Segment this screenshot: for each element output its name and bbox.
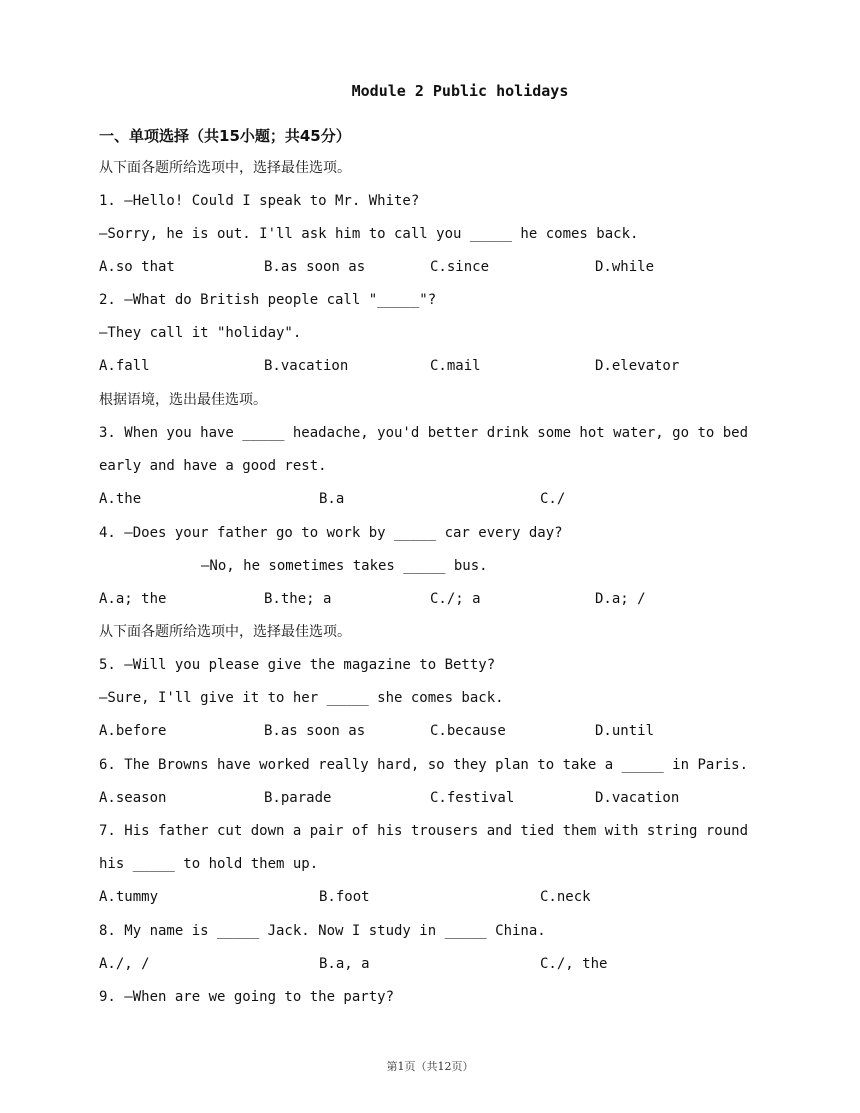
q6-stem: 6. The Browns have worked really hard, so they plan to take a _____ in Paris. [99,757,749,773]
q1-option-a: A.so that [99,259,175,275]
q3-option-b: B.a [319,491,345,507]
q7-stem-2: his _____ to hold them up. [99,856,319,872]
q7-option-a: A.tummy [99,889,159,905]
section-heading: 一、单项选择（共15小题；共45分） [99,127,351,145]
q8-option-b: B.a, a [319,956,370,972]
q9-stem: 9. —When are we going to the party? [99,989,395,1005]
q4-option-d: D.a; / [595,591,646,607]
q7-option-b: B.foot [319,889,370,905]
q4-option-a: A.a; the [99,591,167,607]
instruction-3: 从下面各题所给选项中，选择最佳选项。 [99,624,351,640]
q6-option-a: A.season [99,790,167,806]
instruction-2: 根据语境，选出最佳选项。 [99,392,267,408]
page-footer: 第1页（共12页） [386,1060,474,1073]
q1-option-c: C.since [430,259,490,275]
q5-stem-2: —Sure, I'll give it to her _____ she comes back. [99,690,504,706]
q4-stem-2: —No, he sometimes takes _____ bus. [201,558,488,574]
q5-stem: 5. —Will you please give the magazine to Betty? [99,657,496,673]
q2-option-b: B.vacation [264,358,349,374]
instruction-1: 从下面各题所给选项中，选择最佳选项。 [99,160,351,176]
q6-option-c: C.festival [430,790,515,806]
q3-stem: 3. When you have _____ headache, you'd better drink some hot water, go to bed [99,425,749,441]
q2-option-c: C.mail [430,358,481,374]
q2-stem: 2. —What do British people call "_____"? [99,292,437,308]
q3-stem-2: early and have a good rest. [99,458,327,474]
q7-option-c: C.neck [540,889,591,905]
q2-option-d: D.elevator [595,358,680,374]
q8-option-c: C./, the [540,956,608,972]
q6-option-b: B.parade [264,790,332,806]
q8-option-a: A./, / [99,956,150,972]
q5-option-a: A.before [99,723,167,739]
q3-option-a: A.the [99,491,142,507]
page-title: Module 2 Public holidays [351,82,569,100]
q4-option-b: B.the; a [264,591,332,607]
q2-stem-2: —They call it "holiday". [99,325,302,341]
q1-option-d: D.while [595,259,655,275]
q2-option-a: A.fall [99,358,150,374]
q3-option-c: C./ [540,491,566,507]
q7-stem: 7. His father cut down a pair of his trousers and tied them with string round [99,823,749,839]
q5-option-d: D.until [595,723,655,739]
q1-option-b: B.as soon as [264,259,366,275]
q5-option-b: B.as soon as [264,723,366,739]
q1-stem-2: —Sorry, he is out. I'll ask him to call you _____ he comes back. [99,226,639,242]
q1-stem: 1. —Hello! Could I speak to Mr. White? [99,193,420,209]
q4-stem: 4. —Does your father go to work by _____ car every day? [99,525,563,541]
q4-option-c: C./; a [430,591,481,607]
q8-stem: 8. My name is _____ Jack. Now I study in _____ China. [99,923,546,939]
q6-option-d: D.vacation [595,790,680,806]
q5-option-c: C.because [430,723,506,739]
